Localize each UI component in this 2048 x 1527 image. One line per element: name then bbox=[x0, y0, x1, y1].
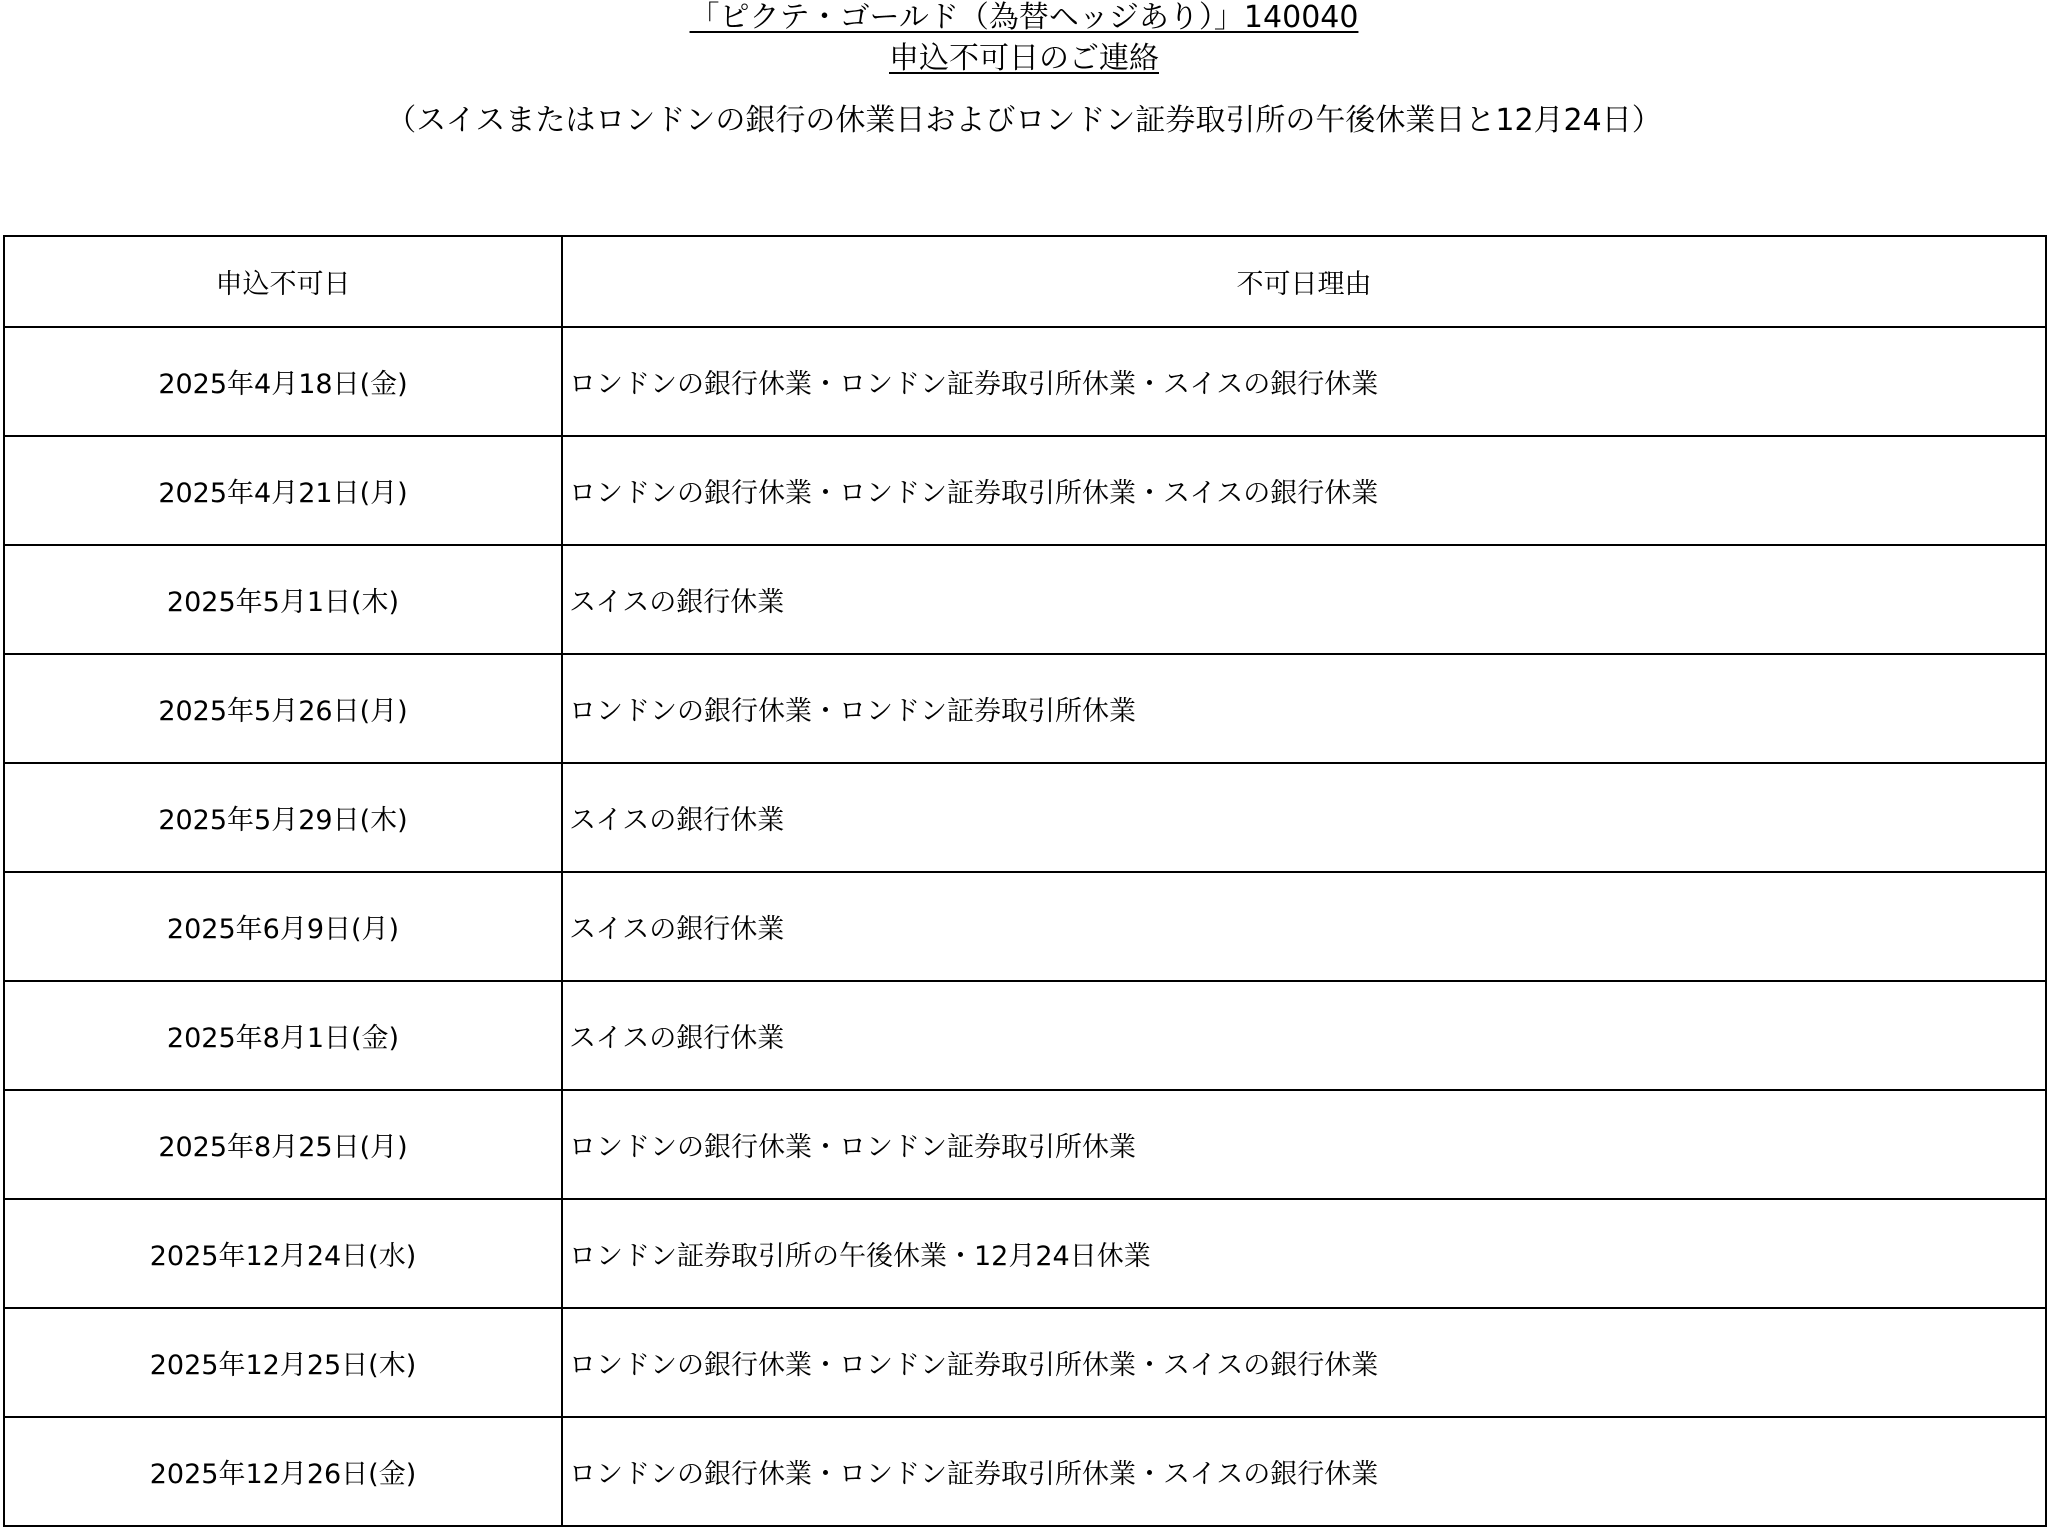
date-cell: 2025年8月25日(月) bbox=[4, 1090, 562, 1199]
reason-cell: ロンドンの銀行休業・ロンドン証券取引所休業 bbox=[562, 1090, 2046, 1199]
date-cell: 2025年12月24日(水) bbox=[4, 1199, 562, 1308]
table-row bbox=[4, 436, 2046, 545]
date-cell: 2025年12月26日(金) bbox=[4, 1417, 562, 1526]
table-row bbox=[4, 1308, 2046, 1417]
reason-cell: ロンドン証券取引所の午後休業・12月24日休業 bbox=[562, 1199, 2046, 1308]
notice-title bbox=[0, 41, 2048, 77]
fund-title bbox=[0, 0, 2048, 36]
reason-cell: ロンドンの銀行休業・ロンドン証券取引所休業 bbox=[562, 654, 2046, 763]
reason-cell: ロンドンの銀行休業・ロンドン証券取引所休業・スイスの銀行休業 bbox=[562, 436, 2046, 545]
reason-cell: スイスの銀行休業 bbox=[562, 545, 2046, 654]
date-cell: 2025年6月9日(月) bbox=[4, 872, 562, 981]
table-row bbox=[4, 1417, 2046, 1526]
table-row bbox=[4, 545, 2046, 654]
table-row bbox=[4, 981, 2046, 1090]
date-cell: 2025年5月26日(月) bbox=[4, 654, 562, 763]
table-row bbox=[4, 327, 2046, 436]
fund-title-text: 「ピクテ・ゴールド（為替ヘッジあり）」140040 bbox=[689, 0, 1359, 35]
table-row bbox=[4, 872, 2046, 981]
reason-cell: ロンドンの銀行休業・ロンドン証券取引所休業・スイスの銀行休業 bbox=[562, 327, 2046, 436]
date-cell: 2025年8月1日(金) bbox=[4, 981, 562, 1090]
holiday-table bbox=[3, 235, 2047, 1527]
notice-title-text: 申込不可日のご連絡 bbox=[889, 41, 1159, 76]
reason-cell: スイスの銀行休業 bbox=[562, 872, 2046, 981]
date-cell: 2025年5月1日(木) bbox=[4, 545, 562, 654]
table-row bbox=[4, 654, 2046, 763]
table-header-row bbox=[4, 236, 2046, 327]
notice-subtitle: （スイスまたはロンドンの銀行の休業日およびロンドン証券取引所の午後休業日と12月24日） bbox=[386, 103, 1662, 138]
table-row bbox=[4, 1090, 2046, 1199]
date-cell: 2025年4月18日(金) bbox=[4, 327, 562, 436]
date-cell: 2025年12月25日(木) bbox=[4, 1308, 562, 1417]
date-cell: 2025年5月29日(木) bbox=[4, 763, 562, 872]
table-row bbox=[4, 763, 2046, 872]
table-row bbox=[4, 1199, 2046, 1308]
column-header-date: 申込不可日 bbox=[4, 236, 562, 327]
reason-cell: スイスの銀行休業 bbox=[562, 981, 2046, 1090]
reason-cell: ロンドンの銀行休業・ロンドン証券取引所休業・スイスの銀行休業 bbox=[562, 1308, 2046, 1417]
date-cell: 2025年4月21日(月) bbox=[4, 436, 562, 545]
table-body bbox=[4, 327, 2046, 1526]
reason-cell: ロンドンの銀行休業・ロンドン証券取引所休業・スイスの銀行休業 bbox=[562, 1417, 2046, 1526]
reason-cell: スイスの銀行休業 bbox=[562, 763, 2046, 872]
table-header bbox=[4, 236, 2046, 327]
column-header-reason: 不可日理由 bbox=[562, 236, 2046, 327]
